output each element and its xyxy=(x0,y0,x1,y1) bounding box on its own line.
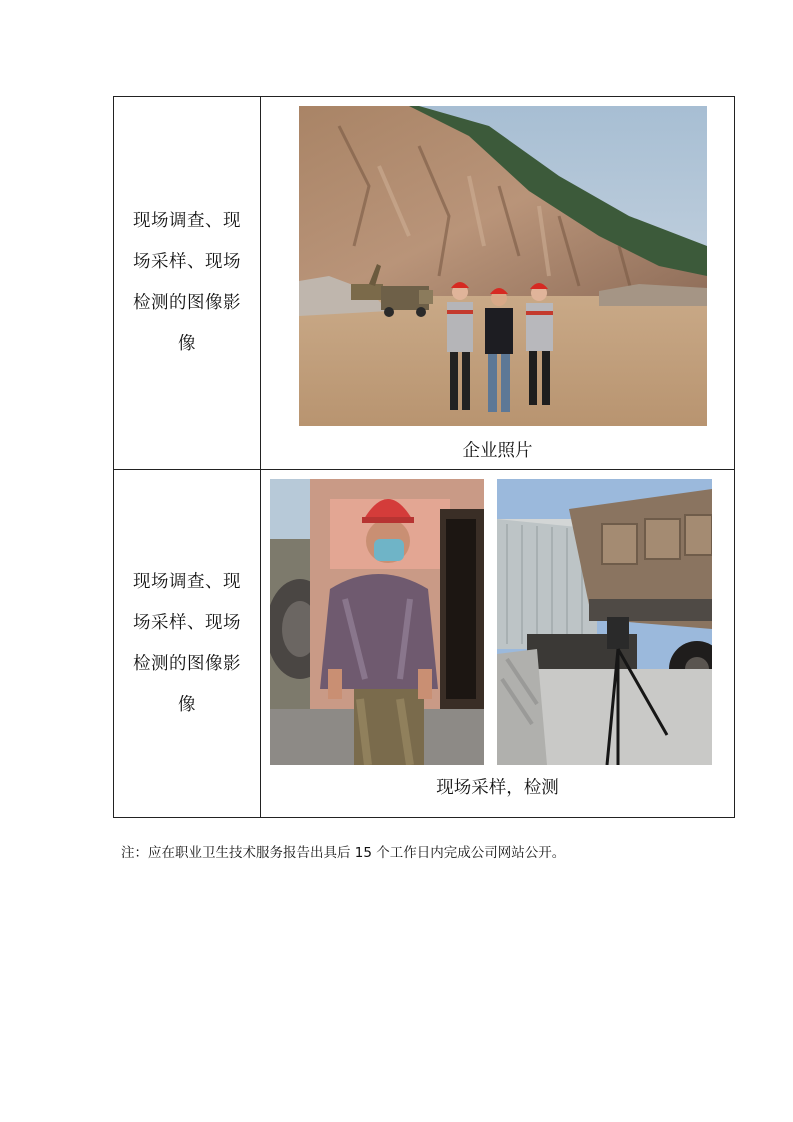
row-label-cell xyxy=(114,97,261,469)
row-label: 现场调查、现场采样、现场检测的图像影像 xyxy=(133,211,241,354)
row-label-cell xyxy=(114,470,261,817)
image-records-table xyxy=(113,96,735,818)
row-content-cell xyxy=(261,97,734,469)
photo-caption: 企业照片 xyxy=(462,441,533,461)
photo-caption: 现场采样，检测 xyxy=(436,778,559,798)
worker-portrait-photo xyxy=(270,479,484,765)
company-group-photo xyxy=(299,106,707,426)
table-row xyxy=(114,470,734,817)
row-content-cell xyxy=(261,470,734,817)
row-label: 现场调查、现场采样、现场检测的图像影像 xyxy=(133,571,241,715)
table-row xyxy=(114,97,734,470)
footnote: 注：应在职业卫生技术服务报告出具后 15 个工作日内完成公司网站公开。 xyxy=(121,845,566,861)
sampling-equipment-photo xyxy=(497,479,712,765)
